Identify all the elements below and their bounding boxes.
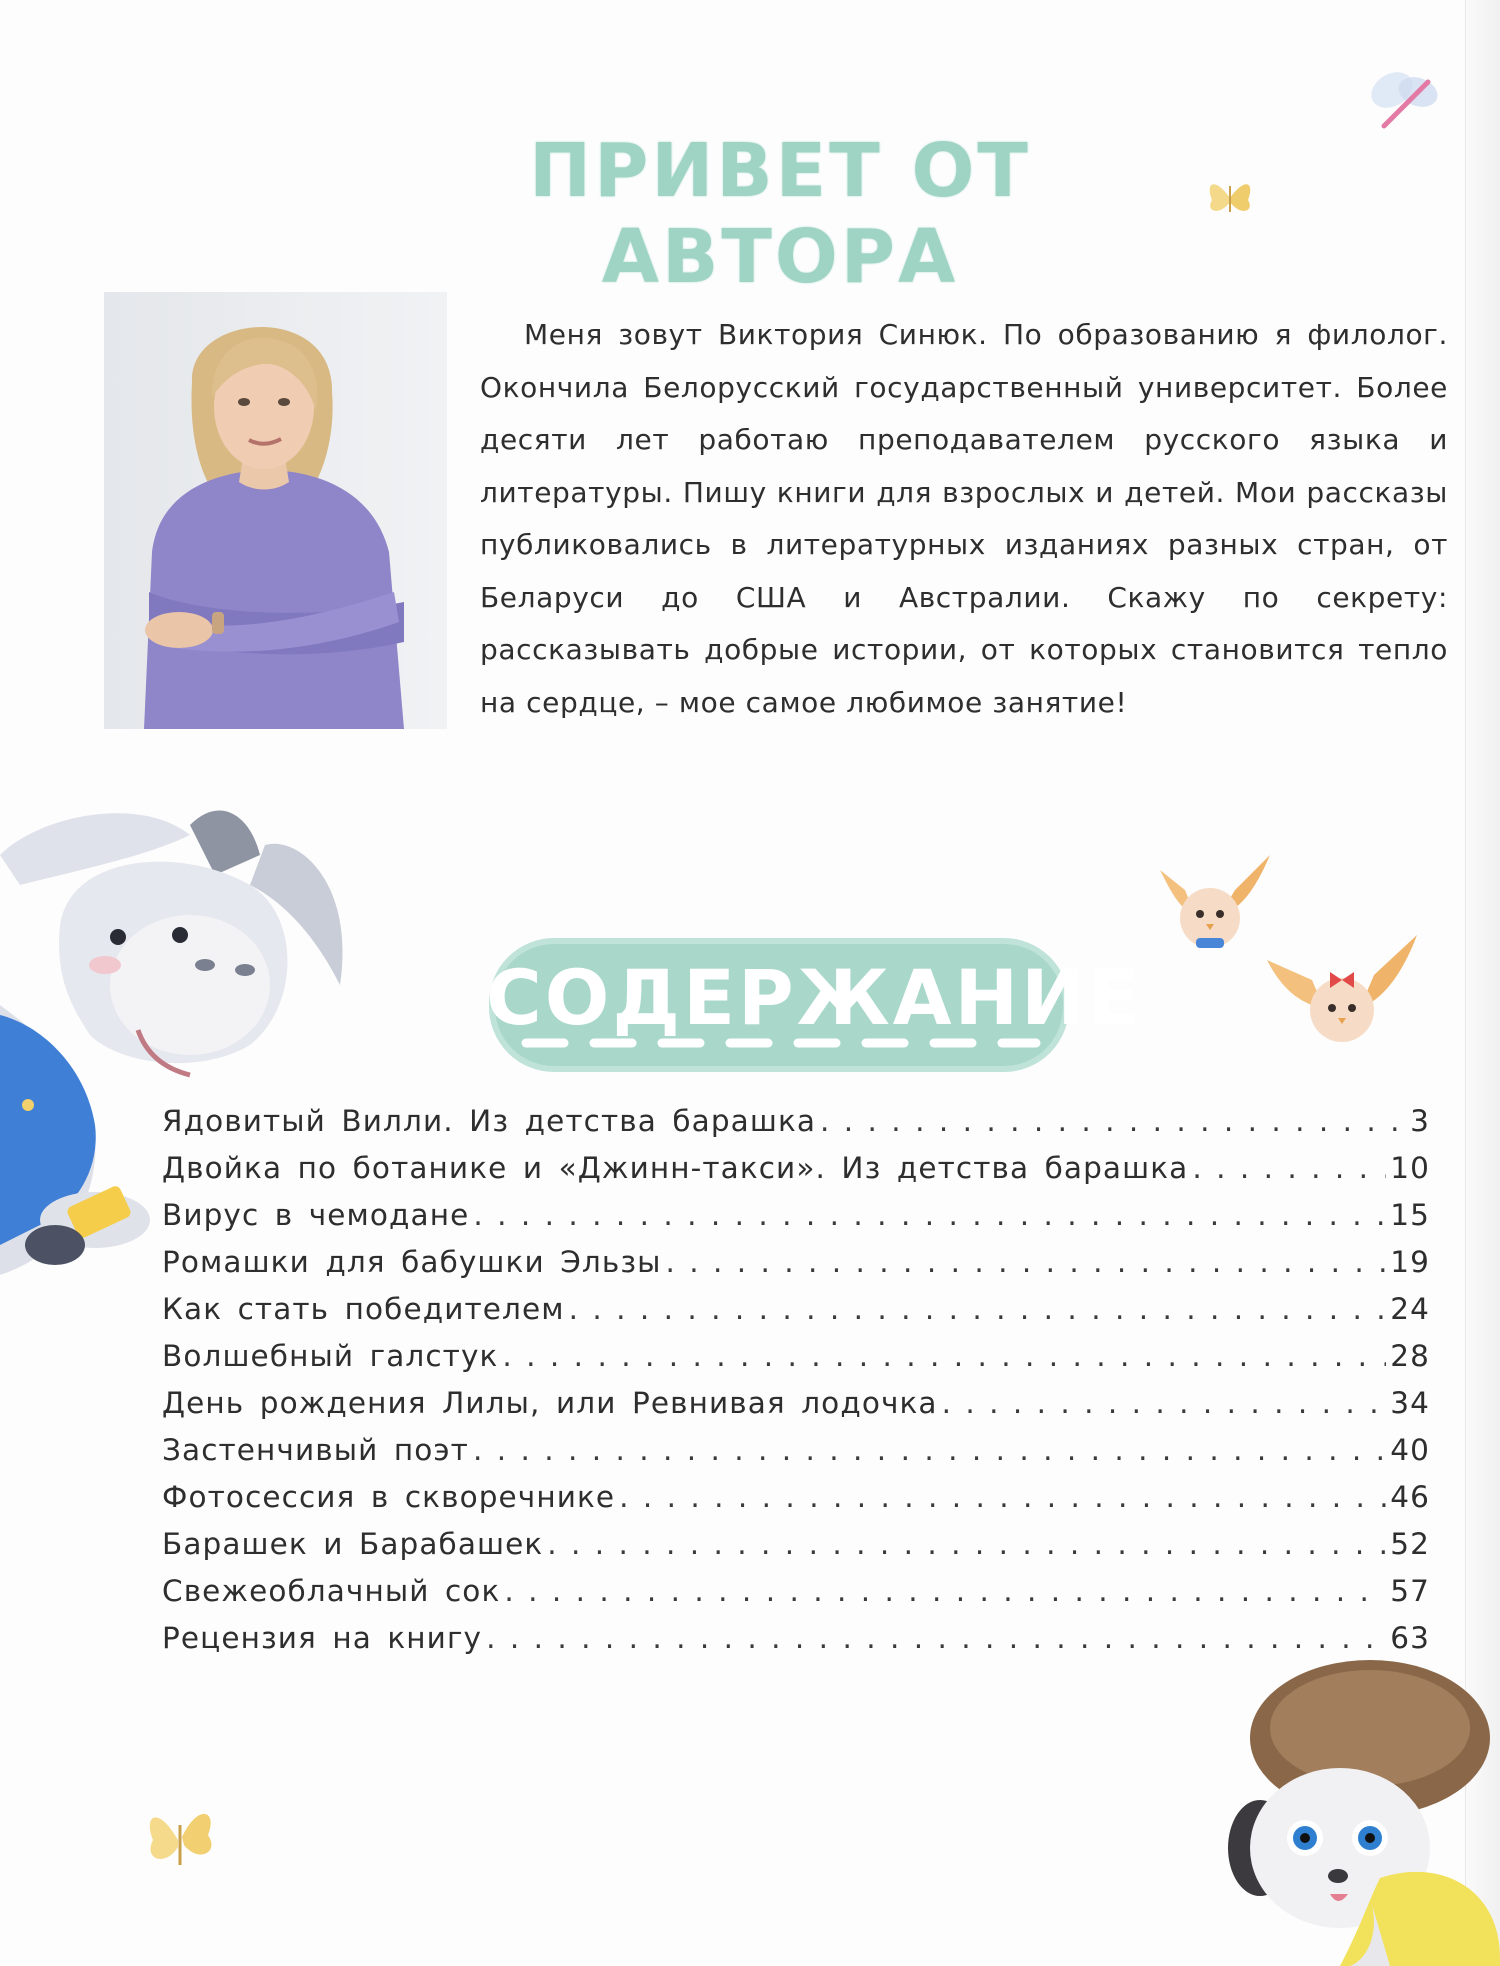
toc-page-number: 34 — [1390, 1386, 1430, 1420]
toc-item[interactable]: Ядовитый Вилли. Из детства барашка . . . 3 — [162, 1104, 1430, 1151]
toc-page-number: 24 — [1390, 1292, 1430, 1326]
toc-item[interactable]: Ромашки для бабушки Эльзы . . . 19 — [162, 1245, 1430, 1292]
toc-item[interactable]: Фотосессия в скворечнике . . . 46 — [162, 1480, 1430, 1527]
author-section-title: ПРИВЕТ ОТ АВТОРА — [529, 128, 1031, 300]
toc-page-number: 57 — [1390, 1574, 1430, 1608]
toc-page-number: 63 — [1390, 1621, 1430, 1655]
toc-item[interactable]: Двойка по ботанике и «Джинн-такси». Из детства барашка . . . 10 — [162, 1151, 1430, 1198]
bird-illustration — [1140, 850, 1275, 960]
toc-page-number: 15 — [1390, 1198, 1430, 1232]
toc-item[interactable]: День рождения Лилы, или Ревнивая лодочка . . . 34 — [162, 1386, 1430, 1433]
bird-illustration — [1262, 930, 1422, 1050]
toc-page-number: 52 — [1390, 1527, 1430, 1561]
butterfly-icon — [138, 1795, 223, 1880]
sheep-illustration — [1220, 1658, 1500, 1966]
toc-item[interactable]: Свежеоблачный сок . . . 57 — [162, 1574, 1430, 1621]
toc-item[interactable]: Застенчивый поэт . . . 40 — [162, 1433, 1430, 1480]
contents-title: СОДЕРЖАНИЕ — [486, 953, 1143, 1042]
toc-item[interactable]: Волшебный галстук . . . 28 — [162, 1339, 1430, 1386]
toc-item[interactable]: Как стать победителем . . . 24 — [162, 1292, 1430, 1339]
butterfly-icon — [1362, 62, 1452, 137]
toc-page-number: 19 — [1390, 1245, 1430, 1279]
toc-page-number: 10 — [1390, 1151, 1430, 1185]
toc-page-number: 3 — [1410, 1104, 1430, 1138]
toc-page-number: 28 — [1390, 1339, 1430, 1373]
toc-item[interactable]: Рецензия на книгу . . . 63 — [162, 1621, 1430, 1668]
author-bio: Меня зовут Виктория Синюк. По образованию я филолог. Окончила Белорусский государственный университет. Более десяти лет работаю преподавателем русского языка и литературы. Пишу книги для взрослых и детей. Мои рассказы публиковались в литературных изданиях разных стран, от Беларуси до США и Австралии. Скажу по секрету: рассказывать добрые истории, от которых становится тепло на сердце, – мое самое любимое занятие! — [480, 318, 1448, 719]
toc-item[interactable]: Барашек и Барабашек . . . 52 — [162, 1527, 1430, 1574]
toc-item[interactable]: Вирус в чемодане . . . 15 — [162, 1198, 1430, 1245]
toc-page-number: 40 — [1390, 1433, 1430, 1467]
toc-page-number: 46 — [1390, 1480, 1430, 1514]
contents-badge — [486, 935, 1143, 1080]
butterfly-icon — [1200, 172, 1260, 224]
table-of-contents — [162, 1104, 1430, 1668]
author-photo — [104, 292, 447, 729]
